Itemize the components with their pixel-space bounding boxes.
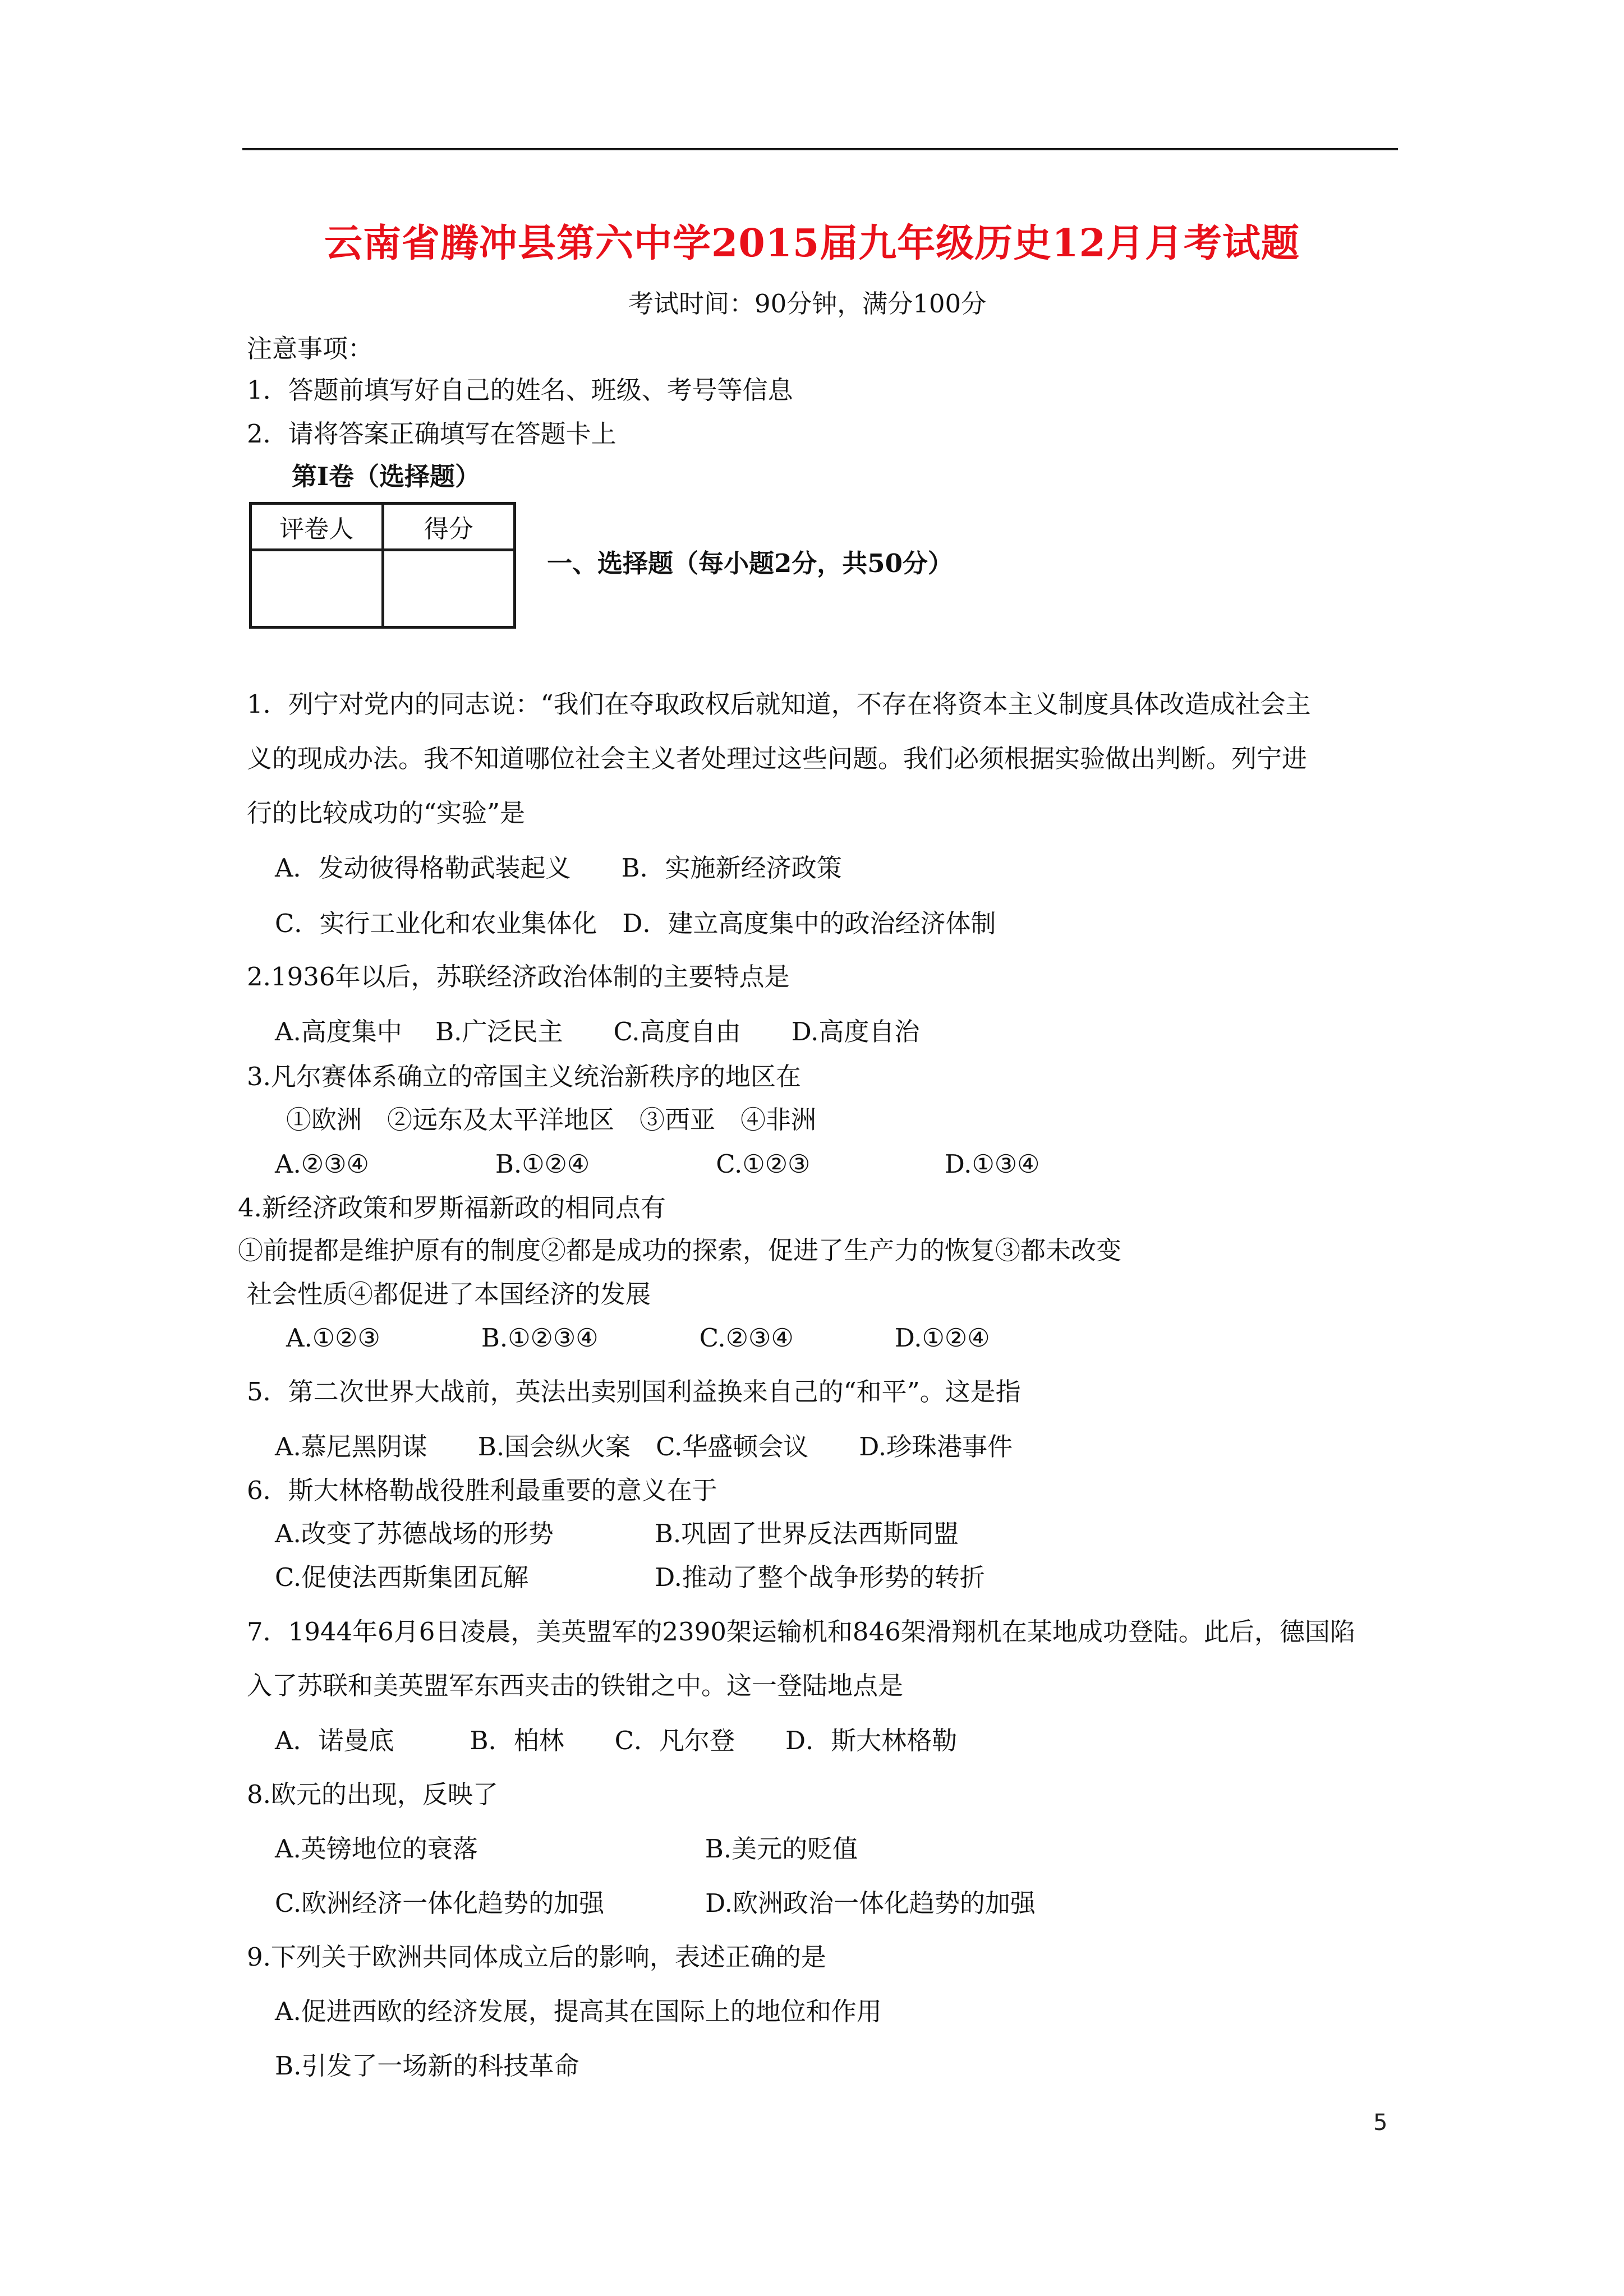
score-table-header-score: 得分 (383, 504, 515, 550)
note-item: 2．请将答案正确填写在答题卡上 (247, 419, 617, 449)
question-2-options: A.高度集中 B.广泛民主 C.高度自由 D.高度自治 (275, 1017, 920, 1046)
question-7-options: A．诺曼底 B．柏林 C．凡尔登 D．斯大林格勒 (275, 1726, 958, 1755)
exam-info: 考试时间：90分钟，满分100分 (628, 289, 987, 319)
question-1-options-cd: C．实行工业化和农业集体化 D．建立高度集中的政治经济体制 (275, 909, 996, 938)
question-2-stem: 2.1936年以后，苏联经济政治体制的主要特点是 (247, 962, 790, 992)
page-number: 5 (1373, 2110, 1388, 2136)
score-table-header-row (251, 504, 515, 550)
question-3-options: A.②③④ B.①②④ C.①②③ D.①③④ (275, 1149, 1040, 1179)
question-4-items-line-1: ①前提都是维护原有的制度②都是成功的探索，促进了生产力的恢复③都未改变 (238, 1235, 1122, 1265)
question-5-stem: 5．第二次世界大战前，英法出卖别国利益换来自己的“和平”。这是指 (247, 1377, 1021, 1407)
question-5-options: A.慕尼黑阴谋 B.国会纵火案 C.华盛顿会议 D.珍珠港事件 (275, 1432, 1013, 1461)
question-7-line-2: 入了苏联和美英盟军东西夹击的铁钳之中。这一登陆地点是 (247, 1671, 904, 1700)
header-rule (242, 148, 1398, 150)
score-table (249, 502, 516, 629)
question-9-option-b: B.引发了一场新的科技革命 (275, 2051, 579, 2081)
section-heading: 一、选择题（每小题2分，共50分） (547, 548, 953, 578)
question-6-stem: 6．斯大林格勒战役胜利最重要的意义在于 (247, 1476, 717, 1505)
question-1-options-ab: A．发动彼得格勒武装起义 B．实施新经济政策 (275, 853, 842, 883)
question-1-line-1: 1．列宁对党内的同志说：“我们在夺取政权后就知道，不存在将资本主义制度具体改造成社会主 (247, 689, 1311, 719)
question-1-line-2: 义的现成办法。我不知道哪位社会主义者处理过这些问题。我们必须根据实验做出判断。列宁进 (247, 744, 1308, 773)
part-title: 第Ⅰ卷（选择题） (292, 462, 481, 491)
question-1-line-3: 行的比较成功的“实验”是 (247, 798, 526, 828)
question-4-stem: 4.新经济政策和罗斯福新政的相同点有 (238, 1193, 666, 1223)
score-table-blank-row (251, 550, 515, 628)
score-table-score-cell (383, 550, 515, 628)
score-table-header-grader: 评卷人 (251, 504, 383, 550)
question-8-options-cd: C.欧洲经济一体化趋势的加强 D.欧洲政治一体化趋势的加强 (275, 1888, 1036, 1918)
question-4-options: A.①②③ B.①②③④ C.②③④ D.①②④ (286, 1323, 990, 1353)
question-9-stem: 9.下列关于欧洲共同体成立后的影响，表述正确的是 (247, 1942, 826, 1972)
question-6-options-cd: C.促使法西斯集团瓦解 D.推动了整个战争形势的转折 (275, 1562, 985, 1592)
question-8-stem: 8.欧元的出现，反映了 (247, 1779, 498, 1809)
score-table-grader-cell (251, 550, 383, 628)
question-3-items: ①欧洲 ②远东及太平洋地区 ③西亚 ④非洲 (286, 1105, 817, 1135)
question-6-options-ab: A.改变了苏德战场的形势 B.巩固了世界反法西斯同盟 (275, 1519, 959, 1548)
question-3-stem: 3.凡尔赛体系确立的帝国主义统治新秩序的地区在 (247, 1062, 801, 1091)
question-8-options-ab: A.英镑地位的衰落 B.美元的贬值 (275, 1834, 858, 1864)
page-title: 云南省腾冲县第六中学2015届九年级历史12月月考试题 (324, 221, 1300, 266)
notes-heading: 注意事项： (247, 334, 374, 363)
note-item: 1．答题前填写好自己的姓名、班级、考号等信息 (247, 375, 793, 405)
question-9-option-a: A.促进西欧的经济发展，提高其在国际上的地位和作用 (275, 1997, 882, 2026)
question-7-line-1: 7．1944年6月6日凌晨，美英盟军的2390架运输机和846架滑翔机在某地成功登陆。此后，德国陷 (247, 1617, 1355, 1647)
question-4-items-line-2: 社会性质④都促进了本国经济的发展 (247, 1279, 651, 1309)
